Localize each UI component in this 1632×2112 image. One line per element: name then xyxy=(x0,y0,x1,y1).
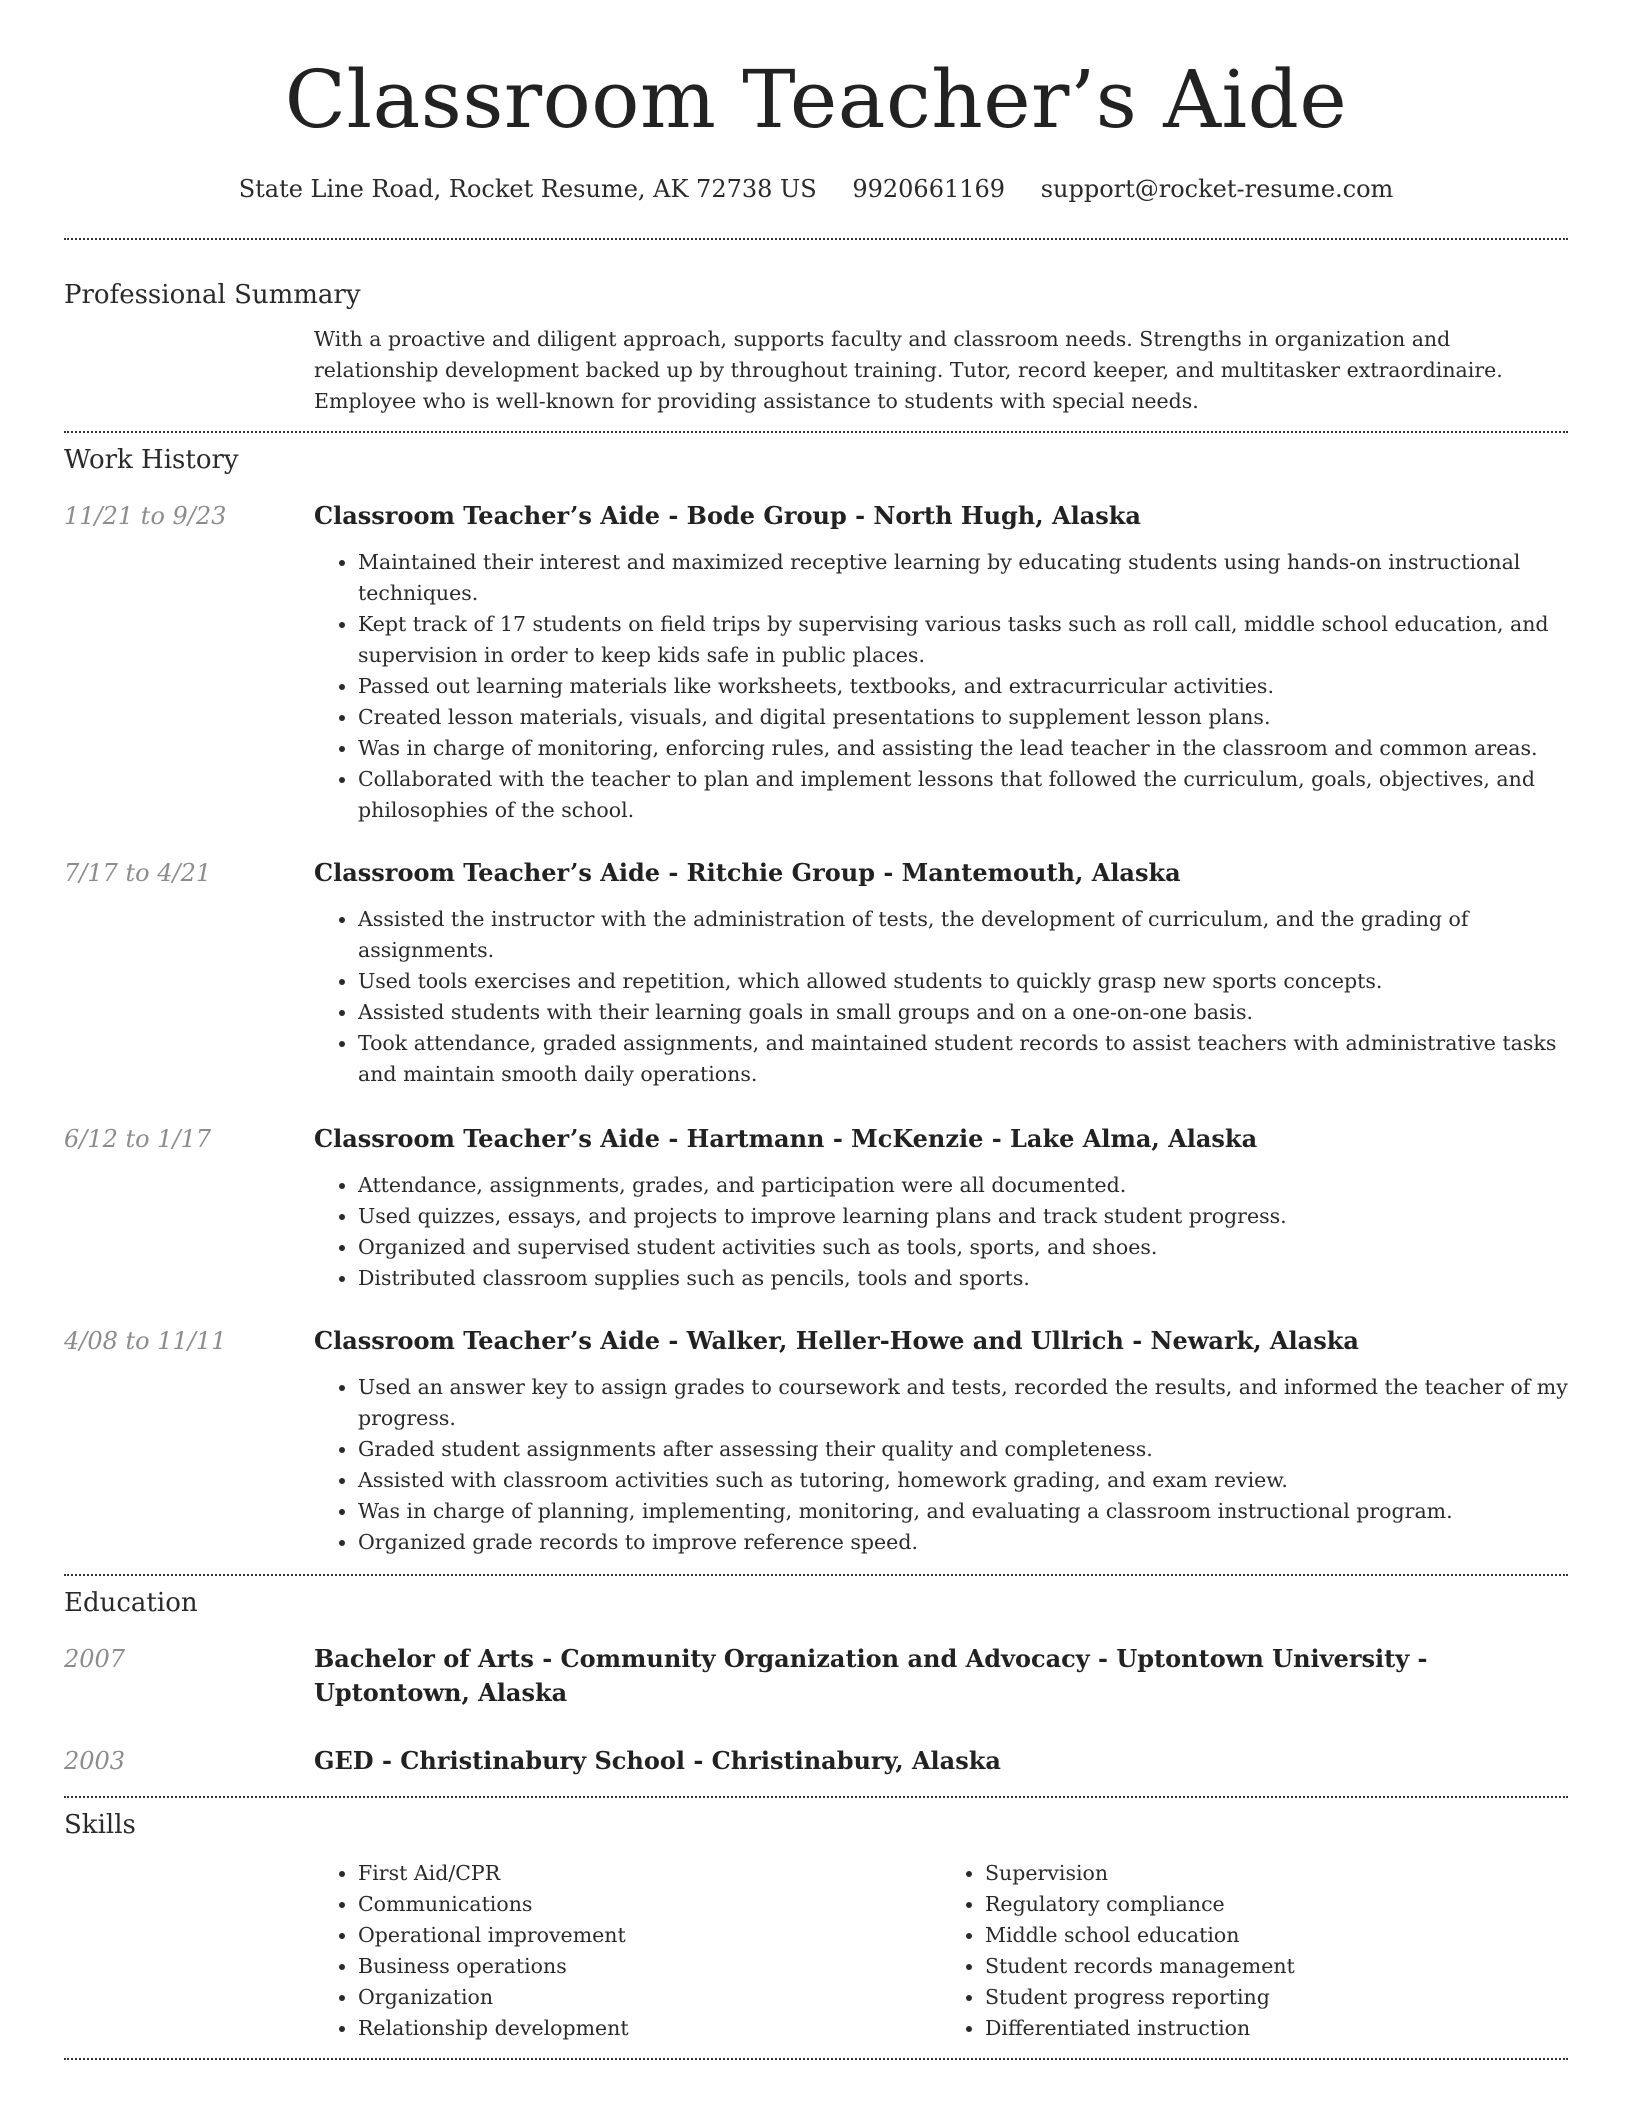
job-bullet: • Collaborated with the teacher to plan and implement lessons that followed the curriculum, goals, objectives, and philosophies of the school. xyxy=(358,764,1568,826)
skill-item: • Supervision xyxy=(985,1858,1568,1889)
divider-header xyxy=(64,238,1568,240)
job-entry xyxy=(64,1122,1568,1294)
skill-item: • Middle school education xyxy=(985,1920,1568,1951)
job-heading: Classroom Teacher’s Aide - Walker, Heller-Howe and Ullrich - Newark, Alaska xyxy=(314,1326,1359,1355)
job-bullet: • Was in charge of monitoring, enforcing rules, and assisting the lead teacher in the classroom and common areas. xyxy=(358,733,1568,764)
section-title-skills: Skills xyxy=(64,1810,136,1840)
contact-line xyxy=(64,172,1568,206)
job-bullet: • Used quizzes, essays, and projects to improve learning plans and track student progress. xyxy=(358,1201,1568,1232)
job-heading: Classroom Teacher’s Aide - Bode Group - North Hugh, Alaska xyxy=(314,501,1141,530)
job-dates: 4/08 to 11/11 xyxy=(64,1327,227,1355)
candidate-name: Classroom Teacher’s Aide xyxy=(284,53,1348,146)
job-bullet: • Passed out learning materials like worksheets, textbooks, and extracurricular activities. xyxy=(358,671,1568,702)
skill-item: • Student records management xyxy=(985,1951,1568,1982)
job-bullet: • Assisted the instructor with the administration of tests, the development of curriculum, and the grading of assignments. xyxy=(358,904,1568,966)
job-entry xyxy=(64,1324,1568,1558)
education-year: 2003 xyxy=(64,1747,126,1775)
skills-list-right xyxy=(941,1858,1568,2044)
summary-text: With a proactive and diligent approach, supports faculty and classroom needs. Strengths in organization and relationship development backed up by throughout training. Tutor, record keeper, and multitasker extraordinaire. Employee who is well-known for providing assistance to students with special needs. xyxy=(314,327,1503,413)
resume-page xyxy=(64,0,1568,2060)
education-entry xyxy=(64,1642,1568,1710)
job-dates: 11/21 to 9/23 xyxy=(64,502,227,530)
education-degree: GED - Christinabury School - Christinabury, Alaska xyxy=(314,1746,1001,1775)
skills-list-left xyxy=(314,1858,941,2044)
job-bullet: • Maintained their interest and maximized receptive learning by educating students using hands-on instructional techniques. xyxy=(358,547,1568,609)
job-bullet: • Assisted students with their learning goals in small groups and on a one-on-one basis. xyxy=(358,997,1568,1028)
skill-item: • Business operations xyxy=(358,1951,941,1982)
skill-item: • Student progress reporting xyxy=(985,1982,1568,2013)
job-entry xyxy=(64,499,1568,826)
job-dates: 6/12 to 1/17 xyxy=(64,1125,212,1153)
job-bullets xyxy=(314,547,1568,826)
job-bullets xyxy=(314,1372,1568,1558)
divider-skills xyxy=(64,2058,1568,2060)
skills-grid xyxy=(314,1858,1568,2044)
skill-item: • Differentiated instruction xyxy=(985,2013,1568,2044)
section-title-work: Work History xyxy=(64,445,239,475)
education-year: 2007 xyxy=(64,1645,126,1673)
skill-item: • Relationship development xyxy=(358,2013,941,2044)
job-bullets xyxy=(314,1170,1568,1294)
job-heading: Classroom Teacher’s Aide - Hartmann - McKenzie - Lake Alma, Alaska xyxy=(314,1124,1258,1153)
job-bullet: • Took attendance, graded assignments, and maintained student records to assist teachers with administrative tasks and maintain smooth daily operations. xyxy=(358,1028,1568,1090)
section-title-education: Education xyxy=(64,1588,198,1618)
divider-summary xyxy=(64,431,1568,433)
job-bullet: • Graded student assignments after assessing their quality and completeness. xyxy=(358,1434,1568,1465)
job-bullets xyxy=(314,904,1568,1090)
job-heading: Classroom Teacher’s Aide - Ritchie Group - Mantemouth, Alaska xyxy=(314,858,1181,887)
contact-email: support@rocket-resume.com xyxy=(1040,175,1394,203)
job-bullet: • Created lesson materials, visuals, and digital presentations to supplement lesson plans. xyxy=(358,702,1568,733)
skill-item: • Regulatory compliance xyxy=(985,1889,1568,1920)
job-entry xyxy=(64,856,1568,1090)
job-bullet: • Assisted with classroom activities such as tutoring, homework grading, and exam review. xyxy=(358,1465,1568,1496)
job-bullet: • Distributed classroom supplies such as pencils, tools and sports. xyxy=(358,1263,1568,1294)
job-bullet: • Was in charge of planning, implementing, monitoring, and evaluating a classroom instructional program. xyxy=(358,1496,1568,1527)
job-bullet: • Used an answer key to assign grades to coursework and tests, recorded the results, and informed the teacher of my progress. xyxy=(358,1372,1568,1434)
skill-item: • Communications xyxy=(358,1889,941,1920)
section-title-summary: Professional Summary xyxy=(64,280,361,310)
job-bullet: • Kept track of 17 students on field trips by supervising various tasks such as roll call, middle school education, and supervision in order to keep kids safe in public places. xyxy=(358,609,1568,671)
education-degree: Bachelor of Arts - Community Organization and Advocacy - Uptontown University - Uptontown, Alaska xyxy=(314,1644,1428,1707)
contact-phone: 9920661169 xyxy=(852,175,1006,203)
skill-item: • Operational improvement xyxy=(358,1920,941,1951)
job-bullet: • Used tools exercises and repetition, which allowed students to quickly grasp new sports concepts. xyxy=(358,966,1568,997)
job-bullet: • Attendance, assignments, grades, and participation were all documented. xyxy=(358,1170,1568,1201)
job-bullet: • Organized grade records to improve reference speed. xyxy=(358,1527,1568,1558)
contact-address: State Line Road, Rocket Resume, AK 72738 US xyxy=(238,175,817,203)
job-dates: 7/17 to 4/21 xyxy=(64,859,212,887)
divider-work xyxy=(64,1574,1568,1576)
skill-item: • First Aid/CPR xyxy=(358,1858,941,1889)
job-bullet: • Organized and supervised student activities such as tools, sports, and shoes. xyxy=(358,1232,1568,1263)
education-entry xyxy=(64,1744,1568,1778)
divider-education xyxy=(64,1796,1568,1798)
skill-item: • Organization xyxy=(358,1982,941,2013)
